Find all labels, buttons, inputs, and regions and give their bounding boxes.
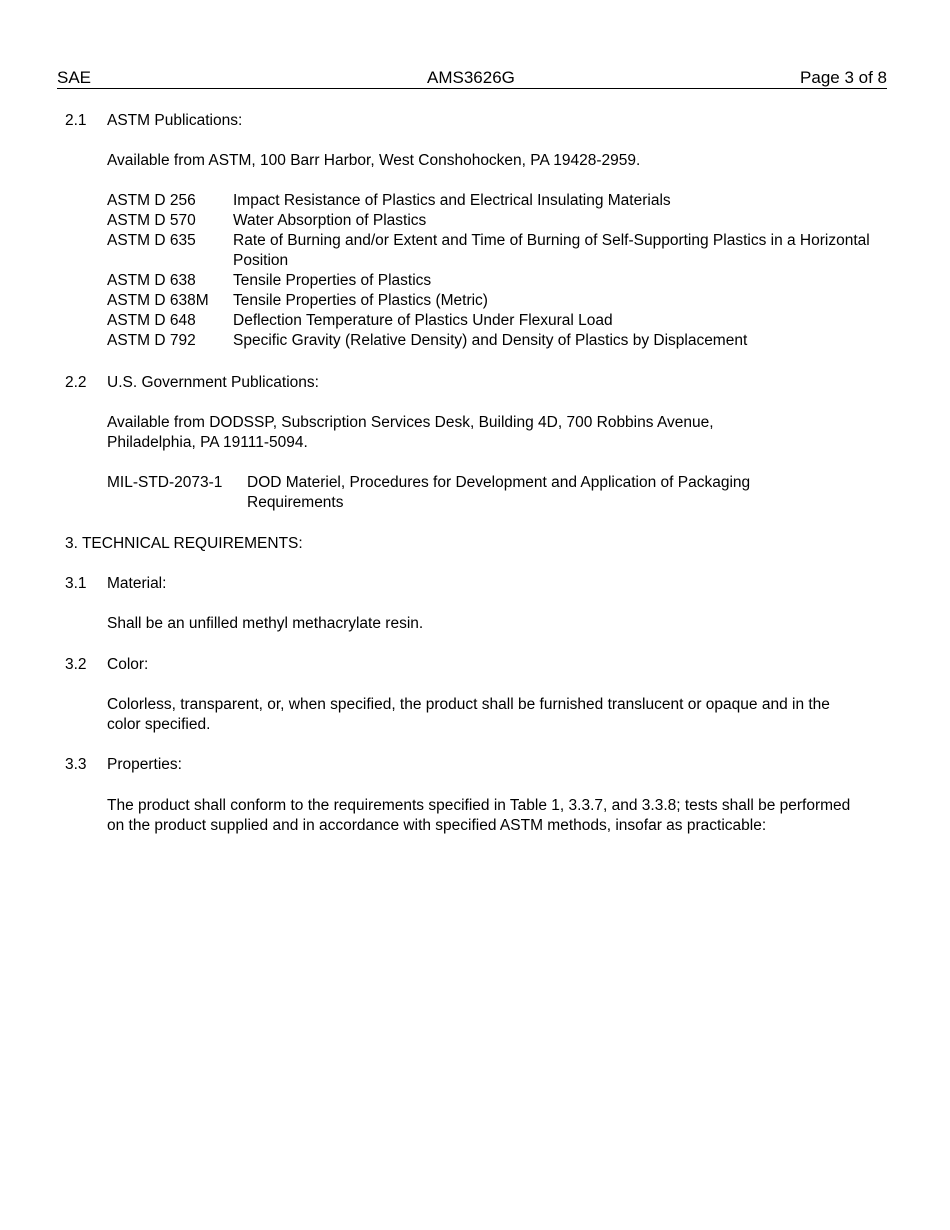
reference-title: Rate of Burning and/or Extent and Time of Burning of Self-Supporting Plastics in a Horizontal Position	[233, 232, 870, 269]
section-heading: Color:	[107, 656, 149, 673]
page-header	[57, 68, 887, 89]
section-number: 3.2	[65, 656, 87, 673]
section-number: 3.3	[65, 756, 87, 773]
section-heading: ASTM Publications:	[107, 112, 243, 129]
reference-title: Tensile Properties of Plastics	[233, 272, 432, 289]
section-number: 2.2	[65, 374, 87, 391]
availability-text: Available from ASTM, 100 Barr Harbor, West Conshohocken, PA 19428-2959.	[107, 152, 641, 169]
reference-code: ASTM D 638	[107, 272, 196, 289]
reference-title: Impact Resistance of Plastics and Electrical Insulating Materials	[233, 192, 671, 209]
availability-text: Available from DODSSP, Subscription Services Desk, Building 4D, 700 Robbins Avenue, Philadelphia, PA 19111-5094.	[107, 414, 714, 451]
header-doc-number: AMS3626G	[427, 68, 515, 87]
reference-title: Tensile Properties of Plastics (Metric)	[233, 292, 488, 309]
section-number: 3.1	[65, 575, 87, 592]
reference-title: Water Absorption of Plastics	[233, 212, 427, 229]
reference-code: ASTM D 648	[107, 312, 196, 329]
reference-title: Deflection Temperature of Plastics Under Flexural Load	[233, 312, 613, 329]
section-3-heading: 3. TECHNICAL REQUIREMENTS:	[65, 535, 303, 552]
section-text: The product shall conform to the requirements specified in Table 1, 3.3.7, and 3.3.8; tests shall be performed on the product supplied and in accordance with specified ASTM methods, insofar as practicable:	[107, 797, 851, 834]
reference-title: DOD Materiel, Procedures for Development and Application of Packaging Requirements	[247, 474, 751, 511]
reference-code: MIL-STD-2073-1	[107, 474, 223, 491]
header-page-number: Page 3 of 8	[800, 68, 887, 87]
reference-code: ASTM D 570	[107, 212, 196, 229]
reference-code: ASTM D 638M	[107, 292, 209, 309]
section-text: Colorless, transparent, or, when specified, the product shall be furnished translucent or opaque and in the color specified.	[107, 696, 830, 733]
section-heading: Material:	[107, 575, 167, 592]
section-text: Shall be an unfilled methyl methacrylate resin.	[107, 615, 424, 632]
reference-code: ASTM D 792	[107, 332, 196, 349]
header-org: SAE	[57, 68, 92, 87]
section-heading: Properties:	[107, 756, 182, 773]
section-number: 2.1	[65, 112, 87, 129]
reference-code: ASTM D 635	[107, 232, 196, 249]
reference-title: Specific Gravity (Relative Density) and Density of Plastics by Displacement	[233, 332, 748, 349]
reference-code: ASTM D 256	[107, 192, 196, 209]
section-heading: U.S. Government Publications:	[107, 374, 319, 391]
